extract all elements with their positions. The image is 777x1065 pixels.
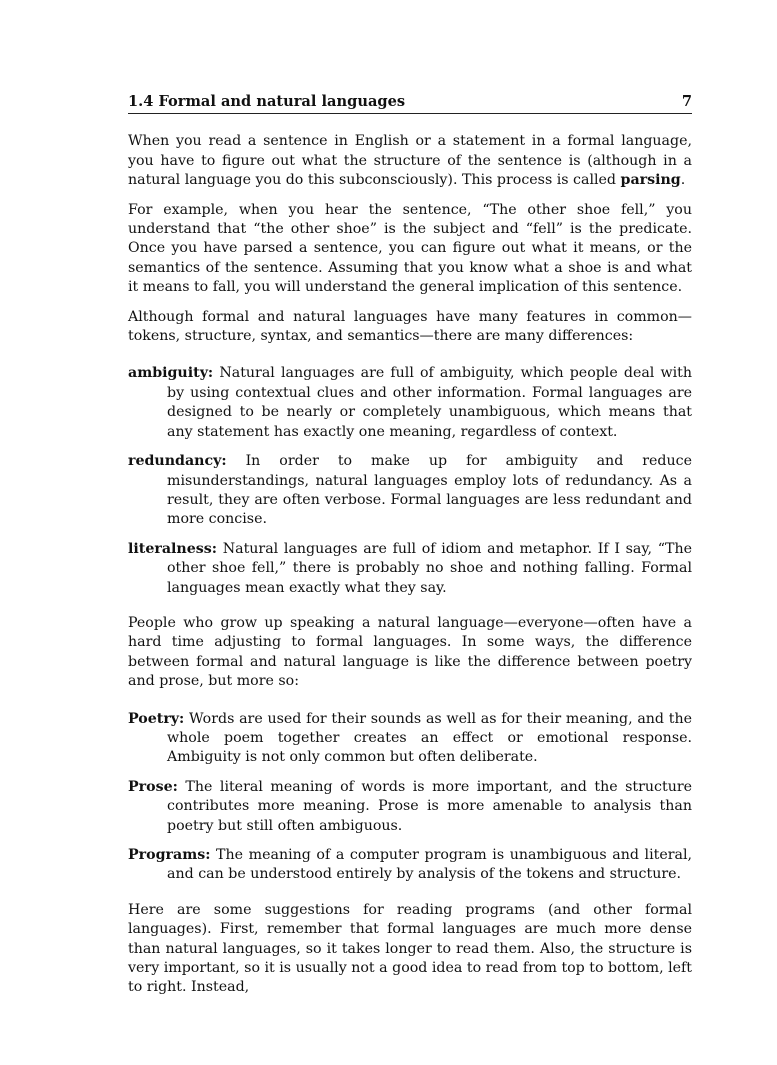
paragraph-parsing (128, 132, 692, 190)
term: Prose: (128, 778, 178, 795)
list-item-ambiguity (128, 364, 692, 442)
term: ambiguity: (128, 365, 214, 382)
paragraph-differences-intro: Although formal and natural languages have many features in common—tokens, structure, syntax, and semantics—there are many differences: (128, 308, 692, 345)
list-item-literalness (128, 540, 692, 598)
differences-list (128, 364, 692, 597)
comparison-list (128, 710, 692, 885)
term: literalness: (128, 540, 217, 557)
term-parsing: parsing (620, 172, 681, 189)
list-item-programs (128, 846, 692, 885)
definition: The meaning of a computer program is unambiguous and literal, and can be understood entirely by analysis of the tokens and structure. (167, 847, 693, 883)
definition: The literal meaning of words is more important, and the structure contributes more meaning. Prose is more amenable to analysis than poetry but still often ambiguous. (167, 778, 693, 834)
page-number: 7 (681, 93, 692, 110)
running-header (128, 92, 692, 114)
definition: Natural languages are full of idiom and metaphor. If I say, “The other shoe fell,” there is probably no shoe and nothing falling. Formal languages mean exactly what they say. (167, 540, 693, 596)
term: redundancy: (128, 453, 227, 470)
term: Programs: (128, 847, 211, 863)
page (128, 92, 692, 1008)
paragraph-reading-suggestions: Here are some suggestions for reading programs (and other formal languages). First, remember that formal languages are much more dense than natural languages, so it takes longer to read them. Also, the structure is very important, so it is usually not a good idea to read from top to bottom, left to right. Instead, (128, 901, 692, 996)
paragraph-text: When you read a sentence in English or a statement in a formal language, you have to figure out what the structure of the sentence is (although in a natural language you do this subconsciously). This process is called (128, 133, 692, 189)
paragraph-end: . (680, 172, 686, 189)
definition: Natural languages are full of ambiguity, which people deal with by using contextual clues and other information. Formal languages are designed to be nearly or completely unambiguous, which means that any statement has exactly one meaning, regardless of context. (167, 365, 692, 440)
paragraph-poetry-prose-intro: People who grow up speaking a natural language—everyone—often have a hard time adjusting to formal languages. In some ways, the difference between formal and natural language is like the difference between poetry and prose, but more so: (128, 614, 692, 690)
paragraph-example: For example, when you hear the sentence, “The other shoe fell,” you understand that “the other shoe” is the subject and “fell” is the predicate. Once you have parsed a sentence, you can figure out what it means, or the semantics of the sentence. Assuming that you know what a shoe is and what it means to fall, you will understand the general implication of this sentence. (128, 201, 692, 296)
definition: In order to make up for ambiguity and reduce misunderstandings, natural languages employ lots of redundancy. As a result, they are often verbose. Formal languages are less redundant and more concise. (167, 453, 692, 528)
list-item-prose (128, 778, 692, 836)
list-item-redundancy (128, 452, 692, 530)
term: Poetry: (128, 710, 185, 727)
definition: Words are used for their sounds as well as for their meaning, and the whole poem together creates an effect or emotional response. Ambiguity is not only common but often deliberate. (167, 710, 692, 766)
section-title: 1.4 Formal and natural languages (128, 93, 406, 110)
list-item-poetry (128, 710, 692, 768)
